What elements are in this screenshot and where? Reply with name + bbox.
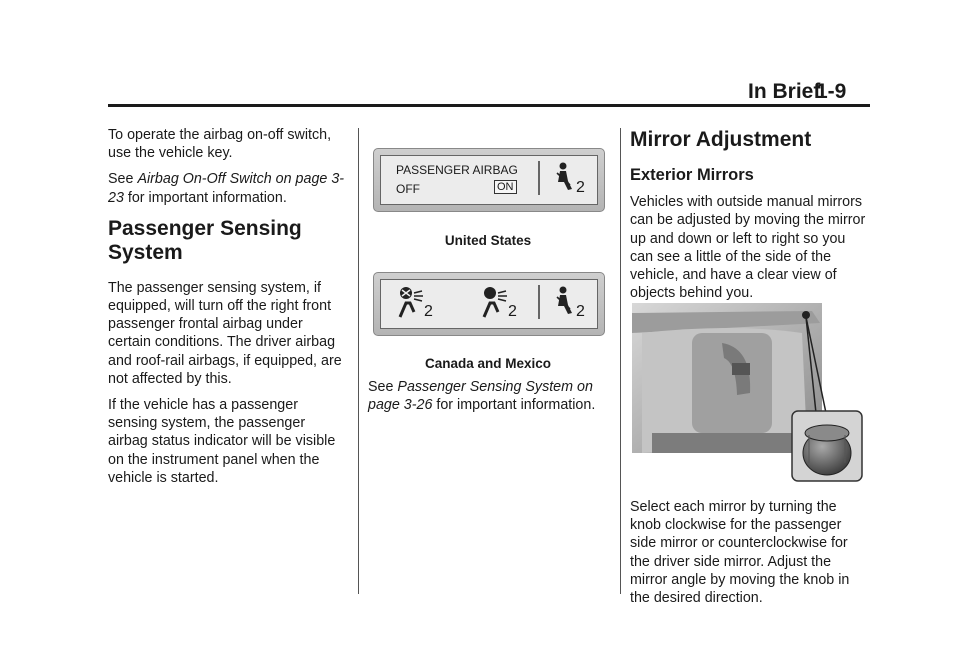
paragraph-airbag-key: To operate the airbag on-off switch, use the vehicle key. — [108, 127, 332, 162]
reference-suffix: for important information. — [123, 189, 287, 206]
see-label: See — [108, 171, 134, 188]
paragraph-sensing-system: The passenger sensing system, if equipped, will turn off the right front passenger frontal airbag under certain conditions. The driver airbag and roof-rail airbags, if equipped, are not affected by this. — [108, 279, 342, 387]
paragraph-see-passenger-sensing — [368, 378, 608, 414]
paragraph-manual-mirrors: Vehicles with outside manual mirrors can be adjusted by moving the mirror up and down or left to right so you can see a little of the side of the vehicle, and have a clear view of objects behind you. — [630, 194, 866, 302]
panel-label-off: OFF — [396, 182, 420, 196]
panel-seat-number: 2 — [576, 179, 585, 196]
panel-label-passenger-airbag: PASSENGER AIRBAG — [396, 163, 518, 177]
column-divider-1 — [358, 128, 359, 594]
page-number: 1-9 — [816, 80, 847, 103]
passenger-sensing-reference-link[interactable]: Passenger Sensing System on page 3-26 — [368, 379, 593, 414]
airbag-switch-reference-link[interactable]: Airbag On-Off Switch on page 3-23 — [108, 171, 345, 206]
column-1 — [108, 126, 348, 495]
caption-united-states: United States — [444, 233, 532, 248]
paragraph-status-indicator: If the vehicle has a passenger sensing system, the passenger airbag status indicator will be visible on the instrument panel when the vehicle is started. — [108, 397, 336, 486]
paragraph-see-airbag-switch — [108, 170, 348, 206]
airbag-on-number: 2 — [508, 303, 517, 320]
header-rule — [108, 104, 870, 107]
heading-passenger-sensing: Passenger Sensing System — [108, 216, 302, 264]
column-3 — [630, 126, 870, 310]
column-3-lower — [630, 498, 870, 615]
airbag-on-icon — [480, 285, 510, 319]
panel-label-on: ON — [494, 180, 517, 194]
paragraph-select-mirror: Select each mirror by turning the knob clockwise for the passenger side mirror or counterclockwise for the driver side mirror. Adjust the mirror angle by moving the knob in the desired direction. — [630, 499, 850, 607]
passenger-airbag-panel-us — [373, 148, 605, 212]
seatbelt-number: 2 — [576, 303, 585, 320]
seatbelt-person-icon — [552, 285, 576, 317]
reference-suffix: for important information. — [432, 397, 596, 414]
column-2-text — [368, 378, 608, 422]
caption-canada-mexico: Canada and Mexico — [424, 356, 552, 371]
airbag-off-icon — [396, 285, 426, 319]
airbag-off-number: 2 — [424, 303, 433, 320]
seatbelt-person-icon — [552, 161, 576, 193]
column-divider-2 — [620, 128, 621, 594]
heading-mirror-adjustment: Mirror Adjustment — [630, 128, 812, 151]
section-title: In Brief — [748, 80, 821, 103]
passenger-airbag-panel-canada — [373, 272, 605, 336]
heading-exterior-mirrors: Exterior Mirrors — [630, 166, 754, 184]
see-label: See — [368, 379, 398, 395]
mirror-knob-illustration — [632, 303, 864, 483]
